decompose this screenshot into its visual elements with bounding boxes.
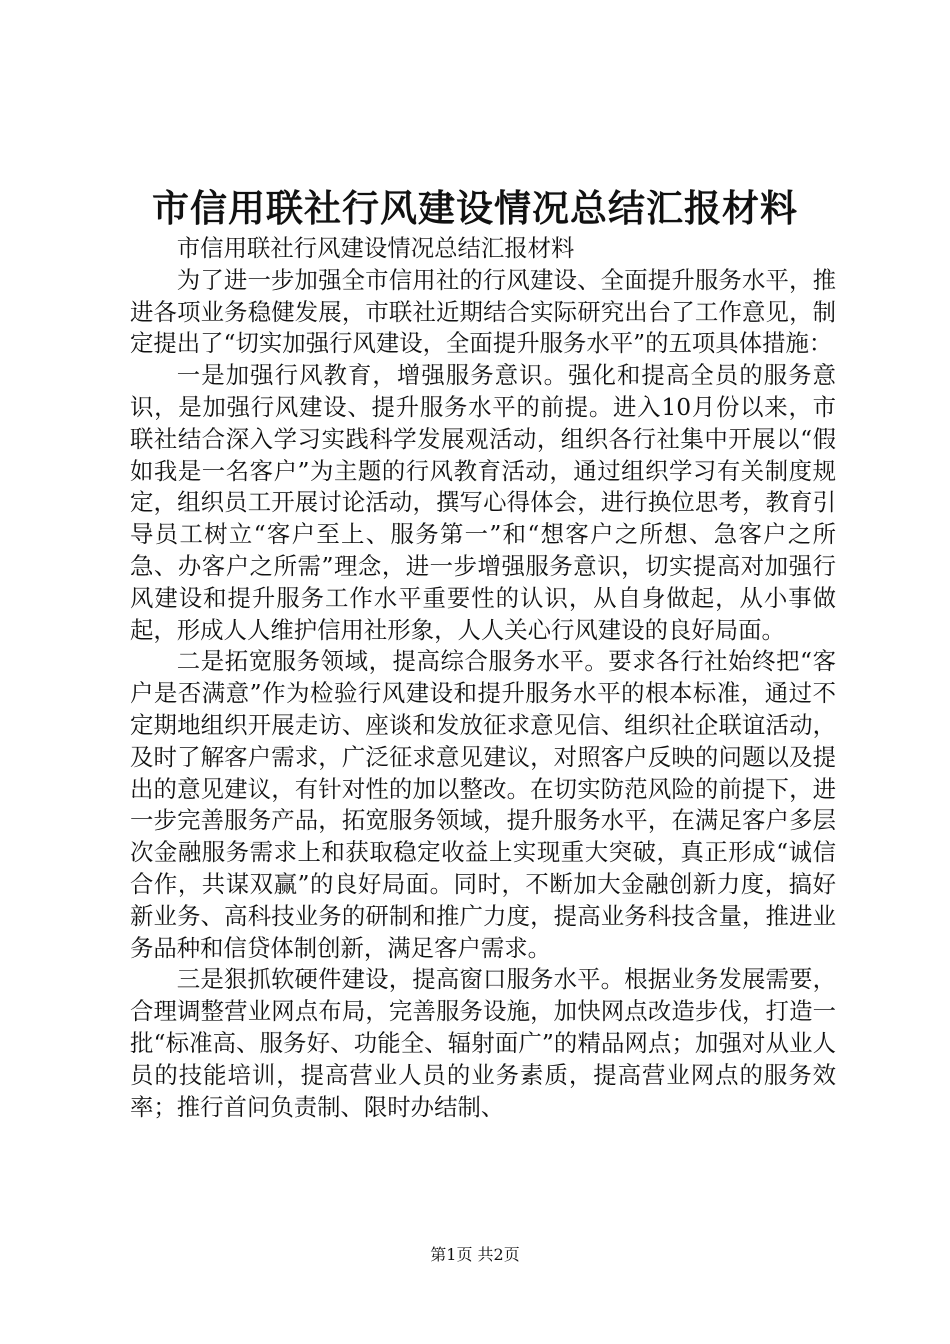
page-footer: 第1页 共2页 xyxy=(430,1245,520,1264)
document-title: 市信用联社行风建设情况总结汇报材料 xyxy=(152,187,798,230)
document-body xyxy=(130,233,836,1123)
measure-three-paragraph: 三是狠抓软硬件建设，提高窗口服务水平。根据业务发展需要，合理调整营业网点布局，完善服务设施，加快网点改造步伐，打造一批“标准高、服务好、功能全、辐射面广”的精品网点；加强对从业人员的技能培训，提高营业人员的业务素质，提高营业网点的服务效率；推行首问负责制、限时办结制、 xyxy=(130,965,836,1121)
intro-paragraph: 为了进一步加强全市信用社的行风建设、全面提升服务水平，推进各项业务稳健发展，市联社近期结合实际研究出台了工作意见，制定提出了“切实加强行风建设，全面提升服务水平”的五项具体措施： xyxy=(130,265,836,358)
subtitle-paragraph: 市信用联社行风建设情况总结汇报材料 xyxy=(176,234,575,262)
measure-one-paragraph: 一是加强行风教育，增强服务意识。强化和提高全员的服务意识，是加强行风建设、提升服务水平的前提。进入10月份以来，市联社结合深入学习实践科学发展观活动，组织各行社集中开展以“假如我是一名客户”为主题的行风教育活动，通过组织学习有关制度规定，组织员工开展讨论活动，撰写心得体会，进行换位思考，教育引导员工树立“客户至上、服务第一”和“想客户之所想、急客户之所急、办客户之所需”理念，进一步增强服务意识，切实提高对加强行风建设和提升服务工作水平重要性的认识，从自身做起，从小事做起，形成人人维护信用社形象，人人关心行风建设的良好局面。 xyxy=(130,361,836,644)
measure-two-paragraph: 二是拓宽服务领域，提高综合服务水平。要求各行社始终把“客户是否满意”作为检验行风建设和提升服务水平的根本标准，通过不定期地组织开展走访、座谈和发放征求意见信、组织社企联谊活动，及时了解客户需求，广泛征求意见建议，对照客户反映的问题以及提出的意见建议，有针对性的加以整改。在切实防范风险的前提下，进一步完善服务产品，拓宽服务领域，提升服务水平，在满足客户多层次金融服务需求上和获取稳定收益上实现重大突破，真正形成“诚信合作，共谋双赢”的良好局面。同时，不断加大金融创新力度，搞好新业务、高科技业务的研制和推广力度，提高业务科技含量，推进业务品种和信贷体制创新，满足客户需求。 xyxy=(130,647,836,962)
